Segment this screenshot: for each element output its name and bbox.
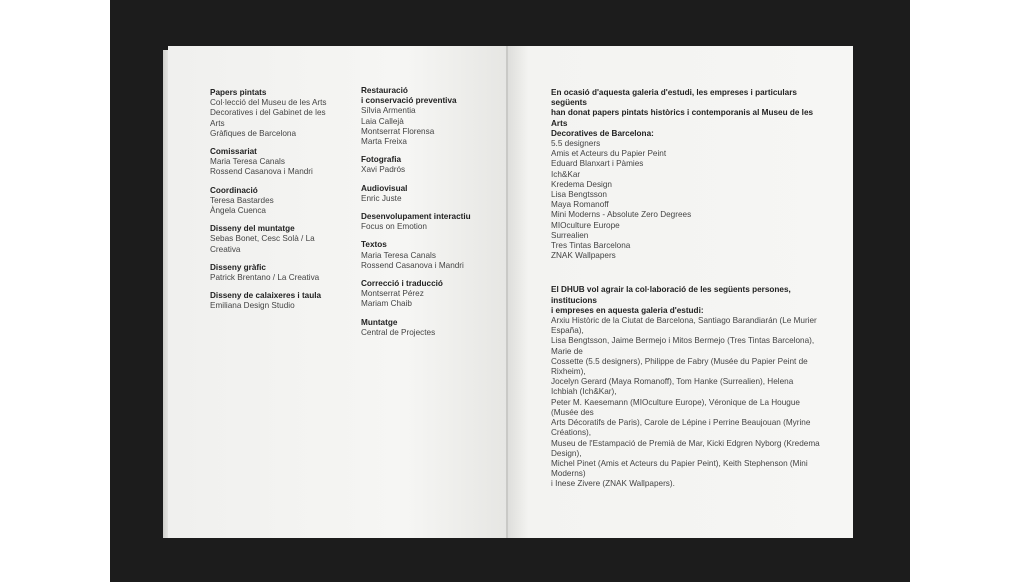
credit-role: Comissariat <box>210 147 257 157</box>
donor-item: 5.5 designers <box>551 139 601 149</box>
credit-line: Patrick Brentano / La Creativa <box>210 273 320 283</box>
credit-line: Enric Juste <box>361 193 402 203</box>
credit-line: Col·lecció del Museu de les Arts <box>210 98 327 108</box>
credit-block <box>361 184 501 204</box>
credit-role: Disseny de calaixeres i taula <box>210 291 322 301</box>
credit-block <box>210 263 340 283</box>
thanks-line: Lisa Bengtsson, Jaime Bermejo i Mitos Bermejo (Tres Tintas Barcelona), Marie de <box>551 336 815 356</box>
credit-role: Coordinació <box>210 185 258 195</box>
donors-heading: En ocasió d'aquesta galeria d'estudi, les empreses i particulars següents <box>551 88 797 108</box>
credit-line: Maria Teresa Canals <box>361 250 436 260</box>
open-booklet <box>163 46 853 540</box>
donor-item: Amis et Acteurs du Papier Peint <box>551 149 667 159</box>
thanks-heading: i empreses en aquesta galeria d'estudi: <box>551 305 704 315</box>
credit-block <box>210 147 340 178</box>
thanks-line: Michel Pinet (Amis et Acteurs du Papier Peint), Keith Stephenson (Mini Moderns) <box>551 458 808 479</box>
credit-role: Textos <box>361 240 387 250</box>
credit-block <box>361 86 501 147</box>
credit-line: Rossend Casanova i Mandri <box>210 167 313 177</box>
credit-line: Àngela Cuenca <box>210 206 266 216</box>
credit-line: Mariam Chaib <box>361 299 412 309</box>
credit-block <box>210 186 340 217</box>
credit-line: Marta Freixa <box>361 137 407 147</box>
credit-role: Disseny gràfic <box>210 262 266 272</box>
credit-block <box>361 212 501 232</box>
right-page <box>508 46 853 538</box>
credit-block <box>210 224 340 255</box>
credit-block <box>210 88 340 139</box>
donor-item: Maya Romanoff <box>551 200 609 210</box>
thanks-line: Arxiu Històric de la Ciutat de Barcelona, Santiago Barandiarán (Le Murier España), <box>551 316 817 336</box>
thanks-line: Peter M. Kaesemann (MIOculture Europe), Véronique de La Hougue (Musée des <box>551 397 800 417</box>
credit-block <box>361 155 501 175</box>
donor-item: Ich&Kar <box>551 169 581 179</box>
thanks-line: Cossette (5.5 designers), Philippe de Fabry (Musée du Papier Peint de Rixheim), <box>551 356 808 377</box>
credit-line: Teresa Bastardes <box>210 195 274 205</box>
credit-role: Audiovisual <box>361 183 408 193</box>
donor-item: Eduard Blanxart i Pàmies <box>551 159 644 169</box>
acknowledgements-column <box>551 88 821 490</box>
donor-item: ZNAK Wallpapers <box>551 251 616 261</box>
credit-line: Decoratives i del Gabinet de les Arts <box>210 108 326 128</box>
donors-heading: Decoratives de Barcelona: <box>551 128 654 138</box>
thanks-line: Jocelyn Gerard (Maya Romanoff), Tom Hanke (Surrealien), Helena Ichbiah (Ich&Kar), <box>551 377 794 397</box>
thanks-line: i Inese Zivere (ZNAK Wallpapers). <box>551 479 675 489</box>
thanks-heading: El DHUB vol agrair la col·laboració de les següents persones, institucions <box>551 285 791 305</box>
credit-line: Sebas Bonet, Cesc Solà / La Creativa <box>210 234 315 254</box>
credit-role: Disseny del muntatge <box>210 224 295 234</box>
credit-line: Laia Callejà <box>361 116 404 126</box>
donors-heading: han donat papers pintats històrics i contemporanis al Museu de les Arts <box>551 108 814 128</box>
credits-column-1 <box>210 88 340 320</box>
credit-role: Papers pintats <box>210 88 267 97</box>
credit-block <box>210 291 340 311</box>
credit-line: Montserrat Florensa <box>361 126 435 136</box>
credit-line: Focus on Emotion <box>361 222 427 232</box>
credit-line: Maria Teresa Canals <box>210 157 285 167</box>
donor-item: Lisa Bengtsson <box>551 190 607 200</box>
donor-item: MIOculture Europe <box>551 220 620 230</box>
credit-role: Muntatge <box>361 317 398 327</box>
thanks-line: Museu de l'Estampació de Premià de Mar, Kicki Edgren Nyborg (Kredema Design), <box>551 438 820 458</box>
donor-item: Tres Tintas Barcelona <box>551 241 631 251</box>
credit-line: Sílvia Armentia <box>361 106 416 116</box>
donor-item: Surrealien <box>551 230 589 240</box>
credit-block <box>361 279 501 310</box>
credit-role: Fotografia <box>361 155 402 165</box>
credit-role: Restauració <box>361 86 408 95</box>
credit-block <box>361 318 501 338</box>
credit-line: Central de Projectes <box>361 327 436 337</box>
credits-column-2 <box>361 86 501 346</box>
credit-line: Xavi Padrós <box>361 165 406 175</box>
thanks-line: Arts Décoratifs de Paris), Carole de Lépine i Perrine Beaujouan (Myrine Créations), <box>551 418 811 438</box>
credit-role: Correcció i traducció <box>361 279 443 289</box>
credit-line: Emiliana Design Studio <box>210 301 295 311</box>
credit-block <box>361 240 501 271</box>
thanks-section <box>551 285 821 489</box>
donor-item: Kredema Design <box>551 179 612 189</box>
credit-role: i conservació preventiva <box>361 96 457 106</box>
credit-role: Desenvolupament interactiu <box>361 212 471 222</box>
credit-line: Gràfiques de Barcelona <box>210 128 297 138</box>
credit-line: Rossend Casanova i Mandri <box>361 260 464 270</box>
donors-section <box>551 88 821 261</box>
left-page <box>168 46 508 538</box>
donor-item: Mini Moderns - Absolute Zero Degrees <box>551 210 692 220</box>
credit-line: Montserrat Pérez <box>361 289 424 299</box>
